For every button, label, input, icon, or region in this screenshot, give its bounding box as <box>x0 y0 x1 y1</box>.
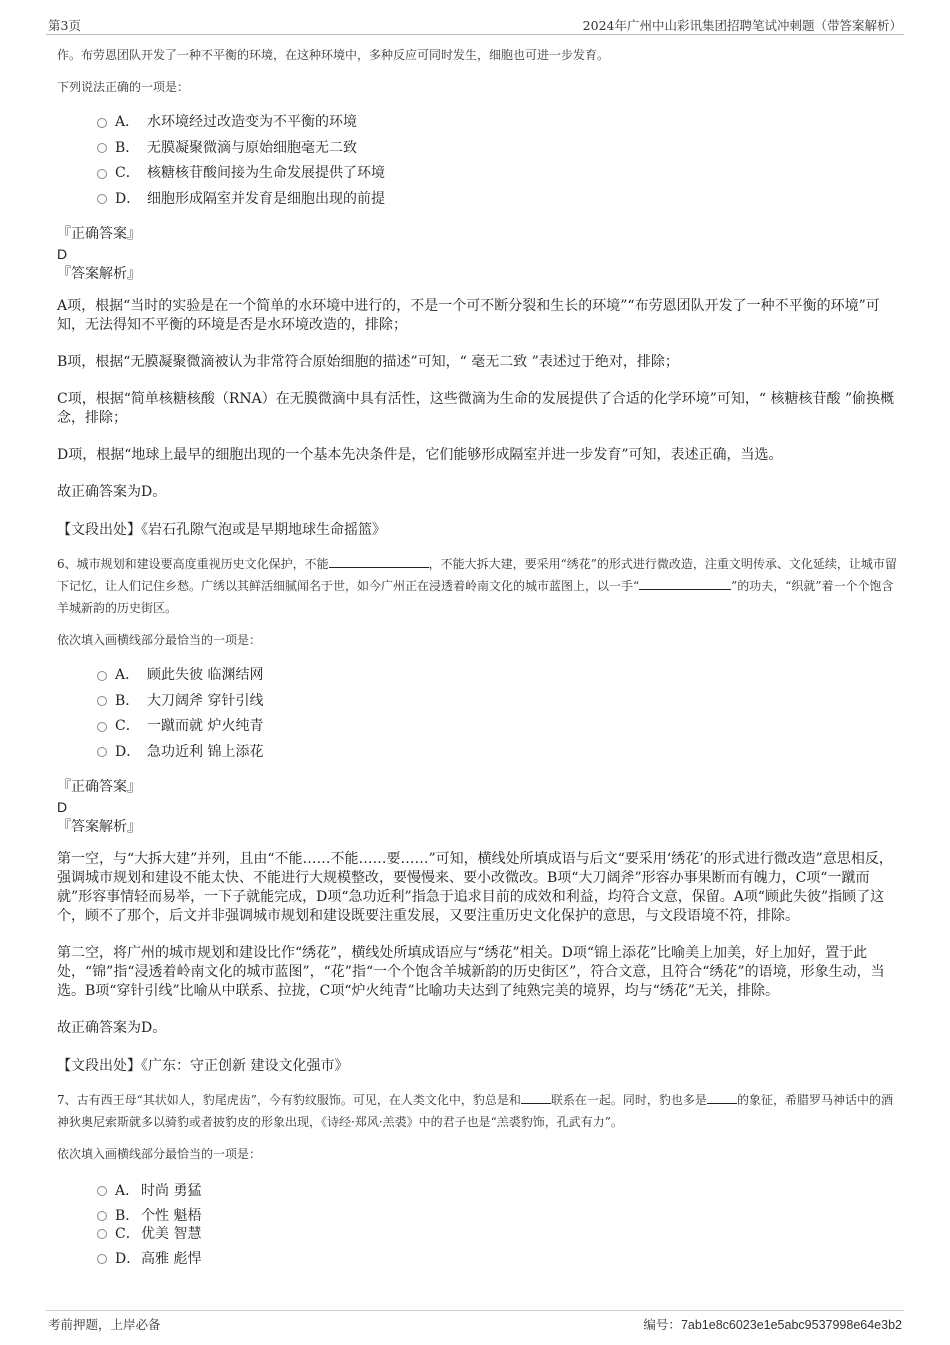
radio-icon[interactable] <box>97 722 107 732</box>
radio-icon[interactable] <box>97 143 107 153</box>
q6-stem: 6、城市规划和建设要高度重视历史文化保护，不能 ，不能大拆大建，要采用“绣花”的形式进行微改造，注重文明传承、文化延续，让城市留下记忆，让人们记住乡愁。广绣以其鲜活细腻闻名于世，如今广州正在浸透着岭南文化的城市蓝图上，以一手“ ”的功夫，“织就”着一个个饱含羊城新韵的历史街区。 <box>57 557 897 615</box>
q5-prompt: 下列说法正确的一项是： <box>57 80 190 94</box>
q7-options <box>97 1179 897 1273</box>
q6-option-b[interactable]: B． 大刀阔斧 穿针引线 <box>97 689 897 715</box>
q5-analysis-a: A项，根据“当时的实验是在一个简单的水环境中进行的，不是一个可不断分裂和生长的环境”“布劳恩团队开发了一种不平衡的环境”可知，无法得知不平衡的环境是否是水环境改造的，排除； <box>57 298 880 333</box>
q6-blank-2 <box>639 577 731 590</box>
q5-conclusion: 故正确答案为D。 <box>57 484 167 500</box>
q5-option-a[interactable]: A． 水环境经过改造变为不平衡的环境 <box>97 110 897 136</box>
q5-options <box>97 110 897 212</box>
q6-answer-label: 『正确答案』 <box>57 779 141 795</box>
q7-stem: 7、古有西王母“其状如人，豹尾虎齿”，今有豹纹服饰。可见，在人类文化中，豹总是和 联系在一起。同时，豹也多是 的象征，希腊罗马神话中的酒神狄奥尼索斯就多以骑豹或者披豹皮的形象出现，《诗经·郑风·羔裘》中的君子也是“羔裘豹饰，孔武有力”。 <box>57 1093 893 1129</box>
radio-icon[interactable] <box>97 1211 107 1221</box>
radio-icon[interactable] <box>97 671 107 681</box>
q6-option-a[interactable]: A． 顾此失彼 临渊结网 <box>97 663 897 689</box>
q5-option-d[interactable]: D． 细胞形成隔室并发育是细胞出现的前提 <box>97 187 897 213</box>
q6-blank-1 <box>329 555 429 568</box>
document-code: 编号：7ab1e8c6023e1e5abc9537998e64e3b2 <box>643 1318 902 1332</box>
radio-icon[interactable] <box>97 1186 107 1196</box>
q6-source: 【文段出处】《广东：守正创新 建设文化强市》 <box>57 1058 349 1074</box>
page-header <box>46 14 904 35</box>
page-footer <box>46 1310 904 1335</box>
q7-blank-1 <box>521 1091 551 1104</box>
q6-answer: D <box>57 799 68 815</box>
q5-stem-tail: 作。布劳恩团队开发了一种不平衡的环境，在这种环境中，多种反应可同时发生，细胞也可进一步发育。 <box>57 48 610 62</box>
q7-option-d[interactable]: D． 高雅 彪悍 <box>97 1245 897 1273</box>
q5-answer: D <box>57 246 68 262</box>
radio-icon[interactable] <box>97 696 107 706</box>
q7-option-b[interactable]: B． 个性 魁梧 <box>97 1207 897 1225</box>
q5-analysis-c: C项，根据“简单核糖核酸（RNA）在无膜微滴中具有活性，这些微滴为生命的发展提供了合适的化学环境”可知，“ 核糖核苷酸 ”偷换概念，排除； <box>57 391 895 426</box>
q6-option-c[interactable]: C． 一蹴而就 炉火纯青 <box>97 714 897 740</box>
radio-icon[interactable] <box>97 118 107 128</box>
radio-icon[interactable] <box>97 747 107 757</box>
q6-option-d[interactable]: D． 急功近利 锦上添花 <box>97 740 897 766</box>
q6-analysis-second-blank: 第二空，将广州的城市规划和建设比作“绣花”，横线处所填成语应与“绣花”相关。D项“锦上添花”比喻美上加美，好上加好，置于此处，“锦”指“浸透着岭南文化的城市蓝图”，“花”指“一个个饱含羊城新韵的历史街区”，符合文意，且符合“绣花”的语境，形象生动，当选。B项“穿针引线”比喻从中联系、拉拢，C项“炉火纯青”比喻功夫达到了纯熟完美的境界，均与“绣花”无关，排除。 <box>57 945 885 999</box>
radio-icon[interactable] <box>97 169 107 179</box>
radio-icon[interactable] <box>97 1229 107 1239</box>
q5-option-b[interactable]: B． 无膜凝聚微滴与原始细胞毫无二致 <box>97 136 897 162</box>
q5-option-c[interactable]: C． 核糖核苷酸间接为生命发展提供了环境 <box>97 161 897 187</box>
q7-prompt: 依次填入画横线部分最恰当的一项是： <box>57 1147 262 1161</box>
q6-conclusion: 故正确答案为D。 <box>57 1020 167 1036</box>
q5-source: 【文段出处】《岩石孔隙气泡或是早期地球生命摇篮》 <box>57 522 386 538</box>
footer-slogan: 考前押题，上岸必备 <box>48 1317 161 1332</box>
q7-option-a[interactable]: A． 时尚 勇猛 <box>97 1179 897 1203</box>
document-title: 2024年广州中山彩讯集团招聘笔试冲刺题（带答案解析） <box>582 18 902 33</box>
q7-option-c[interactable]: C． 优美 智慧 <box>97 1225 897 1243</box>
q6-analysis-label: 『答案解析』 <box>57 819 141 835</box>
q6-prompt: 依次填入画横线部分最恰当的一项是： <box>57 633 262 647</box>
q6-analysis-first-blank: 第一空，与“大拆大建”并列，且由“不能……不能……要……”可知，横线处所填成语与后文“要采用‘绣花’的形式进行微改造”意思相反，强调城市规划和建设不能太快、不能进行大规模整改，要慢慢来、要小改微改。B项“大刀阔斧”形容办事果断而有魄力，C项“一蹴而就”形容事情轻而易举，一下子就能完成，D项“急功近利”指急于追求目前的成效和利益，均符合文意，保留。A项“顾此失彼”指顾了这个，顾不了那个，后文并非强调城市规划和建设既要注重发展，又要注重历史文化保护的意思，与文段语境不符，排除。 <box>57 851 893 924</box>
q5-answer-label: 『正确答案』 <box>57 226 141 242</box>
q6-options <box>97 663 897 765</box>
q5-analysis-b: B项，根据“无膜凝聚微滴被认为非常符合原始细胞的描述”可知，“ 毫无二致 ”表述过于绝对，排除； <box>57 354 679 370</box>
radio-icon[interactable] <box>97 1254 107 1264</box>
page-number: 第3页 <box>48 18 81 33</box>
q7-blank-2 <box>707 1091 737 1104</box>
document-body <box>57 44 897 1285</box>
radio-icon[interactable] <box>97 194 107 204</box>
q5-analysis-label: 『答案解析』 <box>57 266 141 282</box>
q5-analysis-d: D项，根据“地球上最早的细胞出现的一个基本先决条件是，它们能够形成隔室并进一步发育”可知，表述正确，当选。 <box>57 447 783 463</box>
